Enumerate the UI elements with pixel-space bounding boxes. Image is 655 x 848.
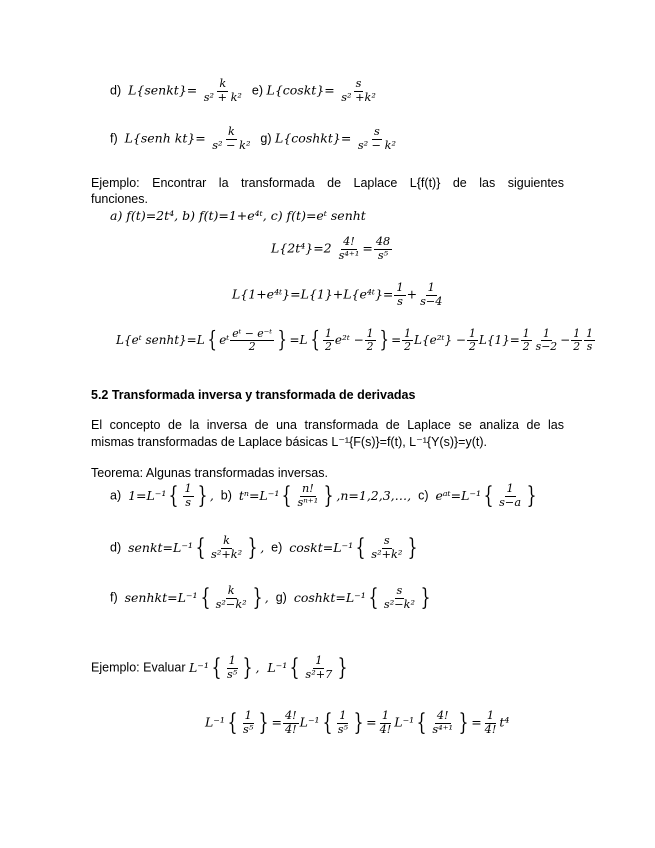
fraction: $\frac{n!}{\text{sⁿ⁺¹}}$ — [297, 482, 319, 509]
equation-1: L{2t⁴}=2 $\frac{4!}{\text{s⁴⁺¹}}$ = $\frac{48}{\text{s⁵}}$ — [271, 235, 391, 262]
example-1-line-1: Ejemplo: Encontrar la transformada de Laplace L{f(t)} de las siguientes — [91, 176, 564, 190]
fraction: $\frac{1}{2}$ — [468, 327, 476, 354]
fraction: $\frac{1}{\text{s⁵}}$ — [227, 654, 238, 681]
formula-row-f-g — [110, 126, 399, 152]
fraction: $\frac{\text{eᵗ − e⁻ᵗ}}{2}$ — [232, 327, 272, 354]
theorem-row-a-b-c: a) 1=L⁻¹ { $\frac{1}{s}$ } , b) tⁿ=L⁻¹ { $\frac{n!}{\text{sⁿ⁺¹}}$ } ,n=1,2,3,…, c) eᵃᵗ=L⁻¹ { $\frac{1}{s-a}$ } — [110, 481, 537, 510]
fraction: $\frac{1}{2}$ — [404, 327, 411, 354]
fraction: $\frac{4!}{\text{s⁴⁺¹}}$ — [338, 235, 360, 262]
fraction: $\frac{s}{\text{s² − k²}}$ — [357, 125, 397, 152]
formula-f-lhs: L{senh kt}= — [124, 130, 206, 146]
example-1-items: a) f(t)=2t⁴, b) f(t)=1+e⁴ᵗ, c) f(t)=eᵗ senht — [110, 208, 366, 223]
example-2-equation: L⁻¹ { $\frac{1}{\text{s⁵}}$ } = $\frac{4!}{4!}$ L⁻¹ { $\frac{1}{\text{s⁵}}$ } = $\frac{1}{4!}$ L⁻¹ { $\frac{4!}{\text{s⁴⁺¹}}$ } = $\frac{1}{4!}$ t⁴ — [205, 708, 510, 737]
example-2-row: Ejemplo: Evaluar L⁻¹ { $\frac{1}{\text{s⁵}}$ } , L⁻¹ { $\frac{1}{\text{s²+7}}$ } — [91, 653, 348, 682]
item-label: g) — [260, 131, 272, 146]
section-paragraph-line-2: mismas transformadas de Laplace básicas L⁻¹{F(s)}=f(t), L⁻¹{Y(s)}=y(t). — [91, 435, 487, 449]
fraction: $\frac{k}{\text{s² − k²}}$ — [212, 125, 251, 152]
fraction: $\frac{1}{2}$ — [366, 327, 374, 354]
fraction: $\frac{4!}{4!}$ — [284, 709, 297, 736]
fraction: $\frac{1}{s-4}$ — [420, 281, 443, 308]
fraction: $\frac{1}{s}$ — [586, 327, 593, 354]
fraction: $\frac{1}{2}$ — [325, 327, 332, 354]
item-label: e) — [251, 83, 264, 98]
fraction: $\frac{1}{2}$ — [573, 327, 581, 354]
formula-row-d-e — [110, 78, 379, 104]
item-label: d) — [110, 83, 122, 98]
equation-2: L{1+e⁴ᵗ}=L{1}+L{e⁴ᵗ}= $\frac{1}{s}$ + $\frac{1}{s-4}$ — [232, 281, 443, 308]
fraction: $\frac{1}{\text{s⁵}}$ — [337, 709, 348, 736]
section-heading: 5.2 Transformada inversa y transformada de derivadas — [91, 388, 416, 402]
fraction: $\frac{k}{\text{s²−k²}}$ — [215, 584, 247, 611]
equation-3: L{eᵗ senht}=L { eᵗ $\frac{\text{eᵗ − e⁻ᵗ}}{2}$ } =L { $\frac{1}{2}$ e²ᵗ − $\frac{1}{2}$ } = $\frac{1}{2}$ L{e²ᵗ} − $\frac{1}{2}$ L{1}= $\frac{1}{2}$ $\frac{1}{s-2}$ − $\frac{1}{2}$ $\frac{1}{s}$ — [116, 327, 593, 354]
fraction: $\frac{s}{\text{s²−k²}}$ — [383, 584, 415, 611]
fraction: $\frac{1}{4!}$ — [379, 709, 392, 736]
section-paragraph-line-1: El concepto de la inversa de una transformada de Laplace se analiza de las — [91, 418, 564, 432]
formula-g-lhs: L{coshkt}= — [275, 130, 352, 146]
fraction: $\frac{48}{\text{s⁵}}$ — [375, 235, 391, 262]
theorem-row-d-e: d) senkt=L⁻¹ { $\frac{k}{\text{s²+k²}}$ } , e) coskt=L⁻¹ { $\frac{s}{\text{s²+k²}}$ } — [110, 533, 418, 562]
fraction: $\frac{1}{4!}$ — [484, 709, 497, 736]
theorem-title: Teorema: Algunas transformadas inversas. — [91, 466, 328, 480]
fraction: $\frac{1}{2}$ — [522, 327, 530, 354]
fraction: $\frac{s}{\text{s²+k²}}$ — [371, 534, 403, 561]
fraction: $\frac{1}{s}$ — [184, 482, 192, 509]
item-label: f) — [110, 131, 118, 146]
fraction: $\frac{1}{s}$ — [396, 281, 404, 308]
fraction: $\frac{1}{\text{s⁵}}$ — [243, 709, 254, 736]
fraction: $\frac{k}{\text{s² + k²}}$ — [203, 77, 242, 104]
example-1-line-2: funciones. — [91, 192, 148, 206]
formula-e-lhs: L{coskt}= — [266, 82, 335, 98]
fraction: $\frac{k}{\text{s²+k²}}$ — [211, 534, 243, 561]
fraction: $\frac{1}{\text{s²+7}}$ — [305, 654, 333, 681]
formula-d-lhs: L{senkt}= — [128, 82, 198, 98]
fraction: $\frac{4!}{\text{s⁴⁺¹}}$ — [432, 709, 454, 736]
fraction: $\frac{1}{s-2}$ — [535, 327, 558, 354]
fraction: $\frac{1}{s-a}$ — [499, 482, 522, 509]
fraction: $\frac{s}{\text{s² +k²}}$ — [341, 77, 376, 104]
theorem-row-f-g: f) senhkt=L⁻¹ { $\frac{k}{\text{s²−k²}}$ } , g) coshkt=L⁻¹ { $\frac{s}{\text{s²−k²}}$ } — [110, 583, 431, 612]
